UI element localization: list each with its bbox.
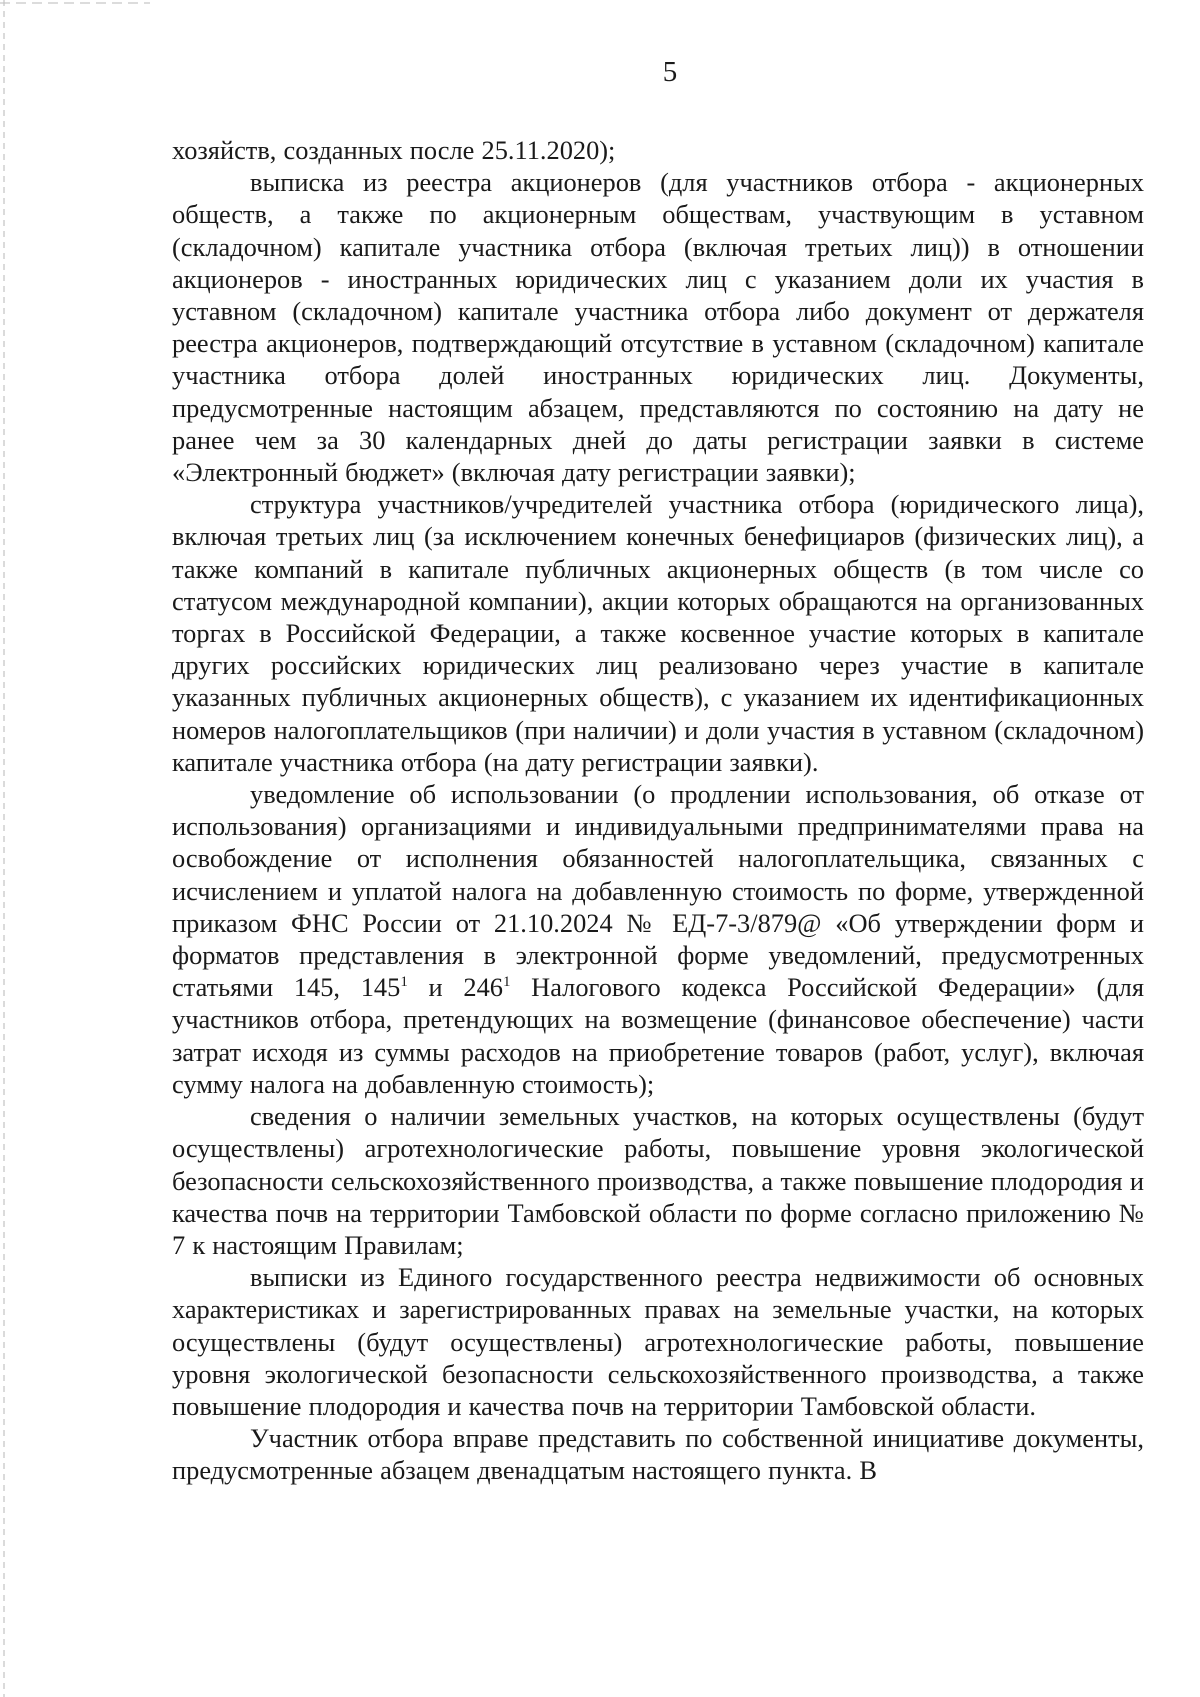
paragraph-text: хозяйств, созданных после 25.11.2020);	[172, 135, 616, 165]
paragraph-real-estate-extracts	[172, 1261, 1144, 1422]
paragraph-text: выписки из Единого государственного реестра недвижимости об основных характеристиках и зарегистрированных правах на земельные участки, на которых осуществлены (будут осуществлены) агротехнологические работы, повышение уровня экологической безопасности сельскохозяйственного производства, а также повышение плодородия и качества почв на территории Тамбовской области.	[172, 1262, 1144, 1421]
paragraph-vat-notification	[172, 778, 1144, 1100]
paragraph-land-plots	[172, 1100, 1144, 1261]
superscript: 1	[502, 974, 511, 991]
paragraph-text: выписка из реестра акционеров (для участников отбора - акционерных обществ, а также по акционерным обществам, участвующим в уставном (складочном) капитале участника отбора (включая третьих лиц)) в отношении акционеров - иностранных юридических лиц с указанием доли их участия в уставном (складочном) капитале участника отбора либо документ от держателя реестра акционеров, подтверждающий отсутствие в уставном (складочном) капитале участника отбора долей иностранных юридических лиц. Документы, предусмотренные настоящим абзацем, представляются по состоянию на дату не ранее чем за 30 календарных дней до даты регистрации заявки в системе «Электронный бюджет» (включая дату регистрации заявки);	[172, 167, 1144, 488]
paragraph-own-initiative	[172, 1422, 1144, 1486]
document-body	[172, 134, 1144, 1487]
paragraph-text: Участник отбора вправе представить по собственной инициативе документы, предусмотренные абзацем двенадцатым настоящего пункта. В	[172, 1423, 1144, 1486]
scan-edge-left	[3, 0, 5, 1697]
scan-edge-top	[0, 2, 150, 4]
paragraph-households	[172, 134, 1144, 166]
paragraph-shareholder-register	[172, 166, 1144, 488]
paragraph-text: сведения о наличии земельных участков, на которых осуществлены (будут осуществлены) агротехнологические работы, повышение уровня экологической безопасности сельскохозяйственного производства, а также повышение плодородия и качества почв на территории Тамбовской области по форме согласно приложению № 7 к настоящим Правилам;	[172, 1101, 1144, 1260]
paragraph-text: Налогового кодекса Российской Федерации» (для участников отбора, претендующих на возмещение (финансовое обеспечение) части затрат исходя из суммы расходов на приобретение товаров (работ, услуг), включая сумму налога на добавленную стоимость);	[172, 972, 1144, 1099]
page-number: 5	[662, 56, 678, 88]
superscript: 1	[400, 974, 408, 991]
paragraph-text: уведомление об использовании (о продлении использования, об отказе от использования) организациями и индивидуальными предпринимателями права на освобождение от исполнения обязанностей налогоплательщика, связанных с исчислением и уплатой налога на добавленную стоимость по форме, утвержденной приказом ФНС России от 21.10.2024 № ЕД-7-3/879@ «Об утверждении форм и форматов представления в электронной форме уведомлений, предусмотренных статьями 145, 145	[172, 779, 1144, 1003]
paragraph-text: структура участников/учредителей участника отбора (юридического лица), включая третьих лиц (за исключением конечных бенефициаров (физических лиц), а также компаний в капитале публичных акционерных обществ (в том числе со статусом международной компании), акции которых обращаются на организованных торгах в Российской Федерации, а также косвенное участие которых в капитале других российских юридических лиц реализовано через участие в капитале указанных публичных акционерных обществ), с указанием их идентификационных номеров налогоплательщиков (при наличии) и доли участия в уставном (складочном) капитале участника отбора (на дату регистрации заявки).	[172, 489, 1144, 777]
paragraph-ownership-structure	[172, 488, 1144, 778]
paragraph-text: и 246	[407, 972, 503, 1003]
